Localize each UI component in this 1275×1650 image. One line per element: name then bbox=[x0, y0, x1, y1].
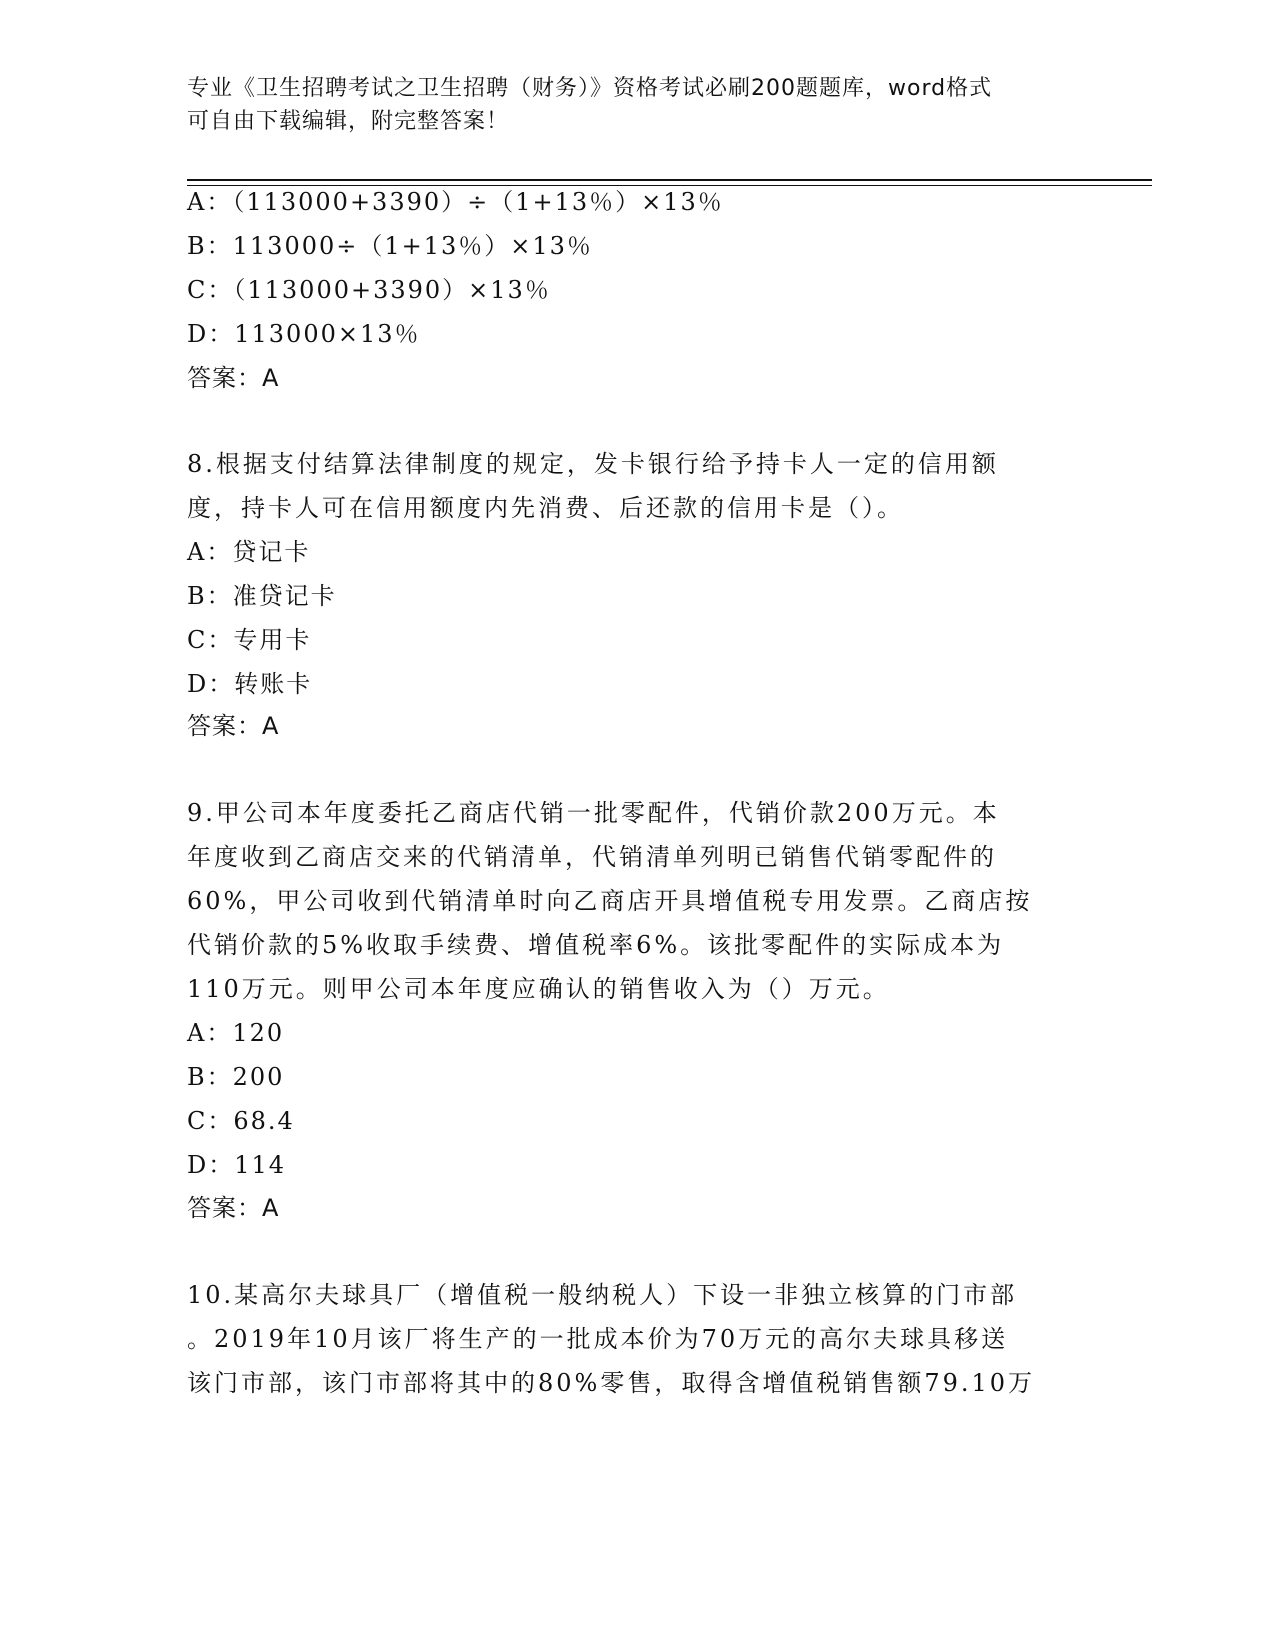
q7-option-d: D：113000×13％ bbox=[187, 320, 421, 348]
q9-stem-line-4: 代销价款的5%收取手续费、增值税率6%。该批零配件的实际成本为 bbox=[187, 931, 1005, 959]
header-divider-thick bbox=[187, 179, 1152, 181]
q9-option-c: C：68.4 bbox=[187, 1107, 295, 1135]
q8-option-b: B：准贷记卡 bbox=[187, 582, 337, 610]
q8-option-d: D：转账卡 bbox=[187, 670, 313, 698]
q9-option-d: D：114 bbox=[187, 1151, 287, 1179]
header-line-2: 可自由下载编辑，附完整答案！ bbox=[187, 109, 510, 134]
header-line-1: 专业《卫生招聘考试之卫生招聘（财务）》资格考试必刷200题题库，word格式 bbox=[187, 76, 993, 101]
q8-answer: 答案：A bbox=[187, 712, 280, 740]
q7-answer: 答案：A bbox=[187, 364, 280, 392]
q9-stem-line-1: 9.甲公司本年度委托乙商店代销一批零配件，代销价款200万元。本 bbox=[187, 799, 1000, 827]
q8-stem-line-2: 度，持卡人可在信用额度内先消费、后还款的信用卡是（）。 bbox=[187, 494, 904, 522]
q8-option-c: C：专用卡 bbox=[187, 626, 312, 654]
q8-stem-line-1: 8.根据支付结算法律制度的规定，发卡银行给予持卡人一定的信用额 bbox=[187, 450, 999, 478]
q9-option-a: A：120 bbox=[187, 1019, 285, 1047]
q10-stem-line-1: 10.某高尔夫球具厂（增值税一般纳税人）下设一非独立核算的门市部 bbox=[187, 1281, 1018, 1309]
q9-answer: 答案：A bbox=[187, 1194, 280, 1222]
q8-option-a: A：贷记卡 bbox=[187, 538, 311, 566]
q7-option-c: C：（113000+3390）×13％ bbox=[187, 276, 551, 304]
q9-stem-line-3: 60%，甲公司收到代销清单时向乙商店开具增值税专用发票。乙商店按 bbox=[187, 887, 1033, 915]
q10-stem-line-2: 。2019年10月该厂将生产的一批成本价为70万元的高尔夫球具移送 bbox=[187, 1325, 1009, 1353]
q7-option-a: A：（113000+3390）÷（1+13％）×13％ bbox=[187, 188, 724, 216]
document-header bbox=[187, 72, 1087, 138]
q9-stem-line-2: 年度收到乙商店交来的代销清单，代销清单列明已销售代销零配件的 bbox=[187, 843, 997, 871]
q7-option-b: B：113000÷（1+13％）×13％ bbox=[187, 232, 593, 260]
q10-stem-line-3: 该门市部，该门市部将其中的80%零售，取得含增值税销售额79.10万 bbox=[187, 1369, 1036, 1397]
q9-option-b: B：200 bbox=[187, 1063, 285, 1091]
q9-stem-line-5: 110万元。则甲公司本年度应确认的销售收入为（）万元。 bbox=[187, 975, 890, 1003]
